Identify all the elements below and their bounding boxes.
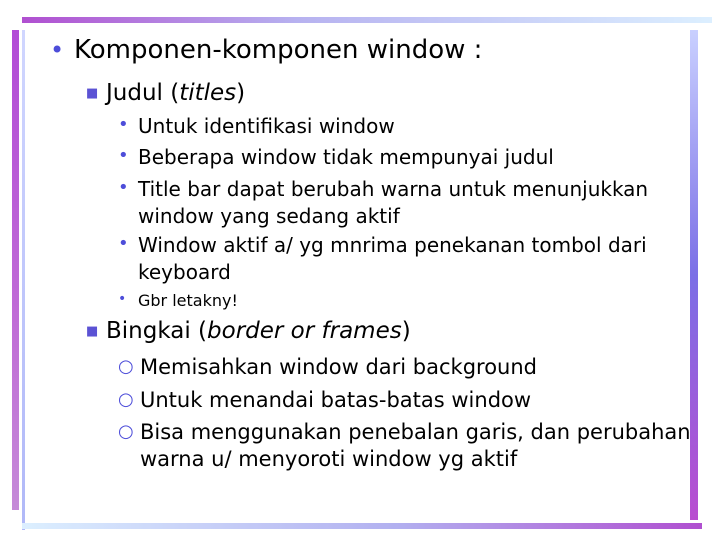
list-item-text: Untuk menandai batas-batas window bbox=[140, 388, 532, 412]
round-bullet-icon: • bbox=[118, 291, 127, 307]
list-item-text: Bisa menggunakan penebalan garis, dan perubahan bbox=[140, 420, 691, 444]
round-bullet-icon: • bbox=[118, 177, 129, 198]
square-bullet-icon: ■ bbox=[86, 324, 99, 339]
list-item-text: Title bar dapat berubah warna untuk menunjukkan bbox=[138, 177, 649, 201]
round-bullet-icon: • bbox=[50, 36, 65, 64]
list-subitem-text: Gbr letakny! bbox=[138, 291, 238, 310]
frame-right-bar bbox=[690, 30, 698, 520]
round-bullet-icon: • bbox=[118, 114, 129, 135]
list-item-text-continued: window yang sedang aktif bbox=[138, 204, 400, 228]
list-item-text: Memisahkan window dari background bbox=[140, 355, 537, 379]
section-title-emphasis: border or frames bbox=[207, 318, 402, 344]
section-title-text: Bingkai ( bbox=[106, 318, 208, 344]
frame-top-bar bbox=[22, 17, 712, 23]
list-item-text-continued: keyboard bbox=[138, 260, 231, 284]
list-item-text-continued: warna u/ menyoroti window yg aktif bbox=[140, 447, 518, 471]
hollow-circle-bullet-icon: ○ bbox=[118, 356, 134, 377]
hollow-circle-bullet-icon: ○ bbox=[118, 421, 134, 442]
square-bullet-icon: ■ bbox=[86, 86, 99, 101]
section-title-emphasis: titles bbox=[179, 80, 237, 106]
hollow-circle-bullet-icon: ○ bbox=[118, 389, 134, 410]
round-bullet-icon: • bbox=[118, 233, 129, 254]
list-item-text: Beberapa window tidak mempunyai judul bbox=[138, 145, 554, 169]
list-item-text: Window aktif a/ yg mnrima penekanan tombol dari bbox=[138, 233, 647, 257]
frame-bottom-bar bbox=[22, 523, 702, 529]
slide-heading: Komponen-komponen window : bbox=[74, 35, 483, 65]
frame-left-bar bbox=[12, 30, 19, 510]
section-title-text: Judul ( bbox=[106, 80, 180, 106]
round-bullet-icon: • bbox=[118, 145, 129, 166]
list-item-text: Untuk identifikasi window bbox=[138, 114, 395, 138]
section-title-text: ) bbox=[236, 80, 246, 106]
section-title-text: ) bbox=[401, 318, 411, 344]
frame-left-thin-bar bbox=[22, 30, 25, 530]
